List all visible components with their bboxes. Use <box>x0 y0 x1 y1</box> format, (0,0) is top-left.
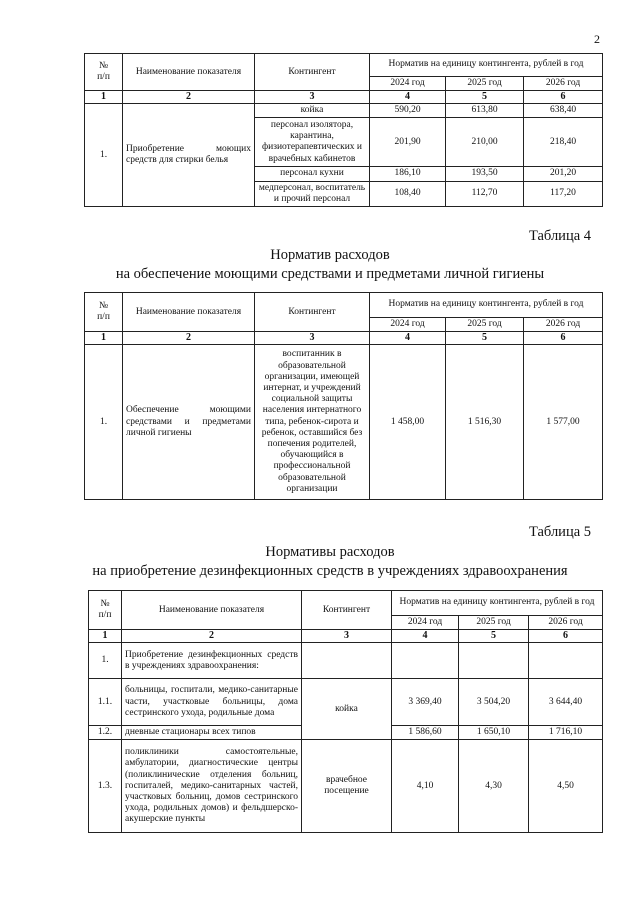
table-index-row <box>89 630 603 643</box>
index-cell: 3 <box>255 91 370 104</box>
row-value-2025 <box>459 643 529 679</box>
row-name: Обеспечение моющими средствами и предметами личной гигиены <box>123 345 255 500</box>
header-year-2026: 2026 год <box>529 616 603 630</box>
row-name: больницы, госпитали, медико-санитарные части, участковые больницы, дома сестринского ухода, родильные дома <box>122 679 302 726</box>
row-contingent: врачебное посещение <box>302 740 392 833</box>
table-row <box>89 679 603 726</box>
table-4-title-line-2: на обеспечение моющими средствами и предметами личной гигиены <box>115 266 545 282</box>
row-value-2026: 3 644,40 <box>529 679 603 726</box>
row-contingent: медперсонал, воспитатель и прочий персонал <box>255 181 370 206</box>
header-contingent: Контингент <box>255 293 370 332</box>
header-year-2024: 2024 год <box>392 616 459 630</box>
table-header-row <box>85 54 603 77</box>
index-cell: 6 <box>524 91 603 104</box>
header-name: Наименование показателя <box>123 54 255 91</box>
table-row <box>89 643 603 679</box>
row-value-2024: 201,90 <box>370 118 446 167</box>
table-index-row <box>85 91 603 104</box>
header-year-2026: 2026 год <box>524 318 603 332</box>
table-index-row <box>85 332 603 345</box>
table-4-caption: Таблица 4 <box>529 228 592 244</box>
header-contingent: Контингент <box>302 591 392 630</box>
index-cell: 6 <box>529 630 603 643</box>
row-value-2025: 1 650,10 <box>459 726 529 740</box>
row-num: 1. <box>85 345 123 500</box>
row-name: Приобретение моющих средств для стирки белья <box>123 104 255 207</box>
row-name: Приобретение дезинфекционных средств в учреждениях здравоохранения: <box>122 643 302 679</box>
row-value-2025: 3 504,20 <box>459 679 529 726</box>
row-value-2026: 638,40 <box>524 104 603 118</box>
index-cell: 4 <box>392 630 459 643</box>
header-year-2024: 2024 год <box>370 318 446 332</box>
header-norm: Норматив на единицу контингента, рублей в год <box>370 293 603 318</box>
table-5-caption: Таблица 5 <box>529 524 592 540</box>
row-num: 1.3. <box>89 740 122 833</box>
table-header-row <box>89 591 603 616</box>
row-value-2024 <box>392 643 459 679</box>
row-num: 1.2. <box>89 726 122 740</box>
index-cell: 5 <box>446 91 524 104</box>
row-value-2024: 1 586,60 <box>392 726 459 740</box>
row-num: 1.1. <box>89 679 122 726</box>
table-row <box>85 345 603 500</box>
header-name: Наименование показателя <box>122 591 302 630</box>
row-num: 1. <box>89 643 122 679</box>
table-5-title-line-1: Нормативы расходов <box>265 544 395 560</box>
row-value-2025: 112,70 <box>446 181 524 206</box>
row-value-2026: 4,50 <box>529 740 603 833</box>
index-cell: 1 <box>89 630 122 643</box>
row-contingent <box>302 643 392 679</box>
row-value-2024: 186,10 <box>370 167 446 181</box>
index-cell: 2 <box>122 630 302 643</box>
row-value-2024: 108,40 <box>370 181 446 206</box>
table-4-hygiene-items <box>84 292 603 500</box>
table-4-title-line-1: Норматив расходов <box>270 247 390 263</box>
header-year-2024: 2024 год <box>370 77 446 91</box>
row-contingent: персонал изолятора, карантина, физиотерапевтических и врачебных кабинетов <box>255 118 370 167</box>
row-contingent: персонал кухни <box>255 167 370 181</box>
table-5-disinfection <box>88 590 603 833</box>
row-value-2025: 613,80 <box>446 104 524 118</box>
header-year-2025: 2025 год <box>446 318 524 332</box>
table-header-row <box>85 293 603 318</box>
row-value-2025: 1 516,30 <box>446 345 524 500</box>
row-value-2026: 201,20 <box>524 167 603 181</box>
index-cell: 3 <box>302 630 392 643</box>
table-4-title <box>60 246 600 284</box>
row-value-2026: 1 577,00 <box>524 345 603 500</box>
page-number: 2 <box>594 32 600 46</box>
row-value-2025: 193,50 <box>446 167 524 181</box>
row-value-2025: 210,00 <box>446 118 524 167</box>
table-row <box>89 740 603 833</box>
index-cell: 1 <box>85 91 123 104</box>
header-name: Наименование показателя <box>123 293 255 332</box>
header-num: № п/п <box>85 54 123 91</box>
row-value-2025: 4,30 <box>459 740 529 833</box>
header-year-2026: 2026 год <box>524 77 603 91</box>
row-value-2024: 590,20 <box>370 104 446 118</box>
row-value-2026: 218,40 <box>524 118 603 167</box>
row-num: 1. <box>85 104 123 207</box>
index-cell: 3 <box>255 332 370 345</box>
header-year-2025: 2025 год <box>459 616 529 630</box>
table-5-title-line-2: на приобретение дезинфекционных средств в учреждениях здравоохранения <box>92 563 568 579</box>
row-contingent: койка <box>255 104 370 118</box>
index-cell: 5 <box>459 630 529 643</box>
index-cell: 5 <box>446 332 524 345</box>
row-value-2024: 3 369,40 <box>392 679 459 726</box>
row-value-2026 <box>529 643 603 679</box>
table-row <box>85 104 603 118</box>
table-3-washing-agents <box>84 53 603 207</box>
header-norm: Норматив на единицу контингента, рублей в год <box>370 54 603 77</box>
index-cell: 6 <box>524 332 603 345</box>
index-cell: 2 <box>123 332 255 345</box>
row-value-2026: 117,20 <box>524 181 603 206</box>
index-cell: 4 <box>370 332 446 345</box>
row-value-2026: 1 716,10 <box>529 726 603 740</box>
index-cell: 4 <box>370 91 446 104</box>
row-name: поликлиники самостоятельные, амбулатории, диагностические центры (поликлинические отделения больниц, госпиталей, медико-санитарных частей, участковых больниц, домов сестринского ухода, родильных домов) и фельдшерско-акушерские пункты <box>122 740 302 833</box>
row-contingent: воспитанник в образовательной организации, имеющей интернат, и учреждений социальной защиты населения интернатного типа, ребенок-сирота и ребенок, оставшийся без попечения родителей, обучающийся в профессиональной образовательной организации <box>255 345 370 500</box>
header-norm: Норматив на единицу контингента, рублей в год <box>392 591 603 616</box>
index-cell: 1 <box>85 332 123 345</box>
row-name: дневные стационары всех типов <box>122 726 302 740</box>
index-cell: 2 <box>123 91 255 104</box>
row-contingent: койка <box>302 679 392 740</box>
header-contingent: Контингент <box>255 54 370 91</box>
header-num: № п/п <box>85 293 123 332</box>
header-num: № п/п <box>89 591 122 630</box>
row-value-2024: 4,10 <box>392 740 459 833</box>
header-year-2025: 2025 год <box>446 77 524 91</box>
table-5-title <box>60 543 600 581</box>
row-value-2024: 1 458,00 <box>370 345 446 500</box>
